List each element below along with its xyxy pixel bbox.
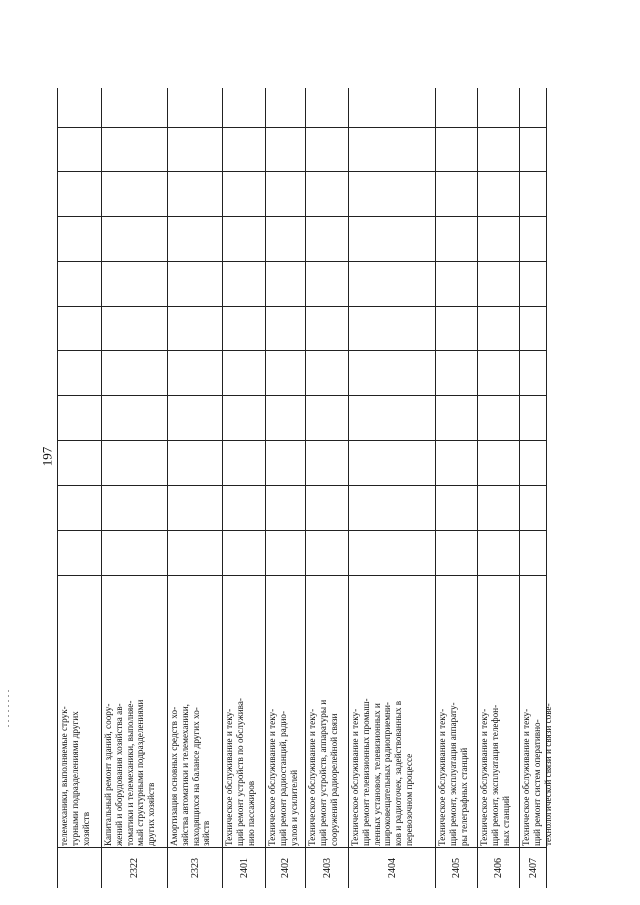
column-divider	[58, 575, 101, 576]
column-divider	[266, 171, 305, 172]
column-divider	[58, 530, 101, 531]
column-divider	[223, 216, 265, 217]
column-divider	[168, 350, 222, 351]
column-divider	[306, 575, 348, 576]
column-divider	[349, 395, 435, 396]
column-divider	[306, 261, 348, 262]
column-divider	[436, 440, 477, 441]
table-row	[101, 88, 167, 888]
column-divider	[436, 395, 477, 396]
column-divider	[102, 485, 167, 486]
column-divider	[223, 127, 265, 128]
table-row	[167, 88, 222, 888]
column-divider	[102, 171, 167, 172]
column-divider	[102, 216, 167, 217]
column-divider	[478, 127, 519, 128]
column-divider	[266, 127, 305, 128]
column-divider	[436, 485, 477, 486]
column-divider	[168, 216, 222, 217]
column-divider	[478, 440, 519, 441]
column-divider	[266, 530, 305, 531]
column-divider	[223, 530, 265, 531]
item-description: Техническое обслуживание и теку- щий ремонт систем оперативно- технологической связи и связи сове-	[521, 703, 553, 846]
column-divider	[436, 171, 477, 172]
column-divider	[223, 171, 265, 172]
column-divider	[266, 575, 305, 576]
scan-artifact	[8, 690, 9, 730]
column-divider	[520, 216, 546, 217]
column-divider	[436, 216, 477, 217]
column-divider	[266, 216, 305, 217]
column-divider	[520, 575, 546, 576]
item-description: Техническое обслуживание и теку- щий ремонт радиостанций, радио- узлов и усилителей	[267, 708, 299, 846]
column-divider	[58, 350, 101, 351]
column-divider	[349, 261, 435, 262]
column-divider	[349, 216, 435, 217]
column-divider	[102, 395, 167, 396]
item-code: 2405	[451, 858, 462, 878]
column-divider	[58, 440, 101, 441]
column-divider	[266, 306, 305, 307]
column-divider	[168, 306, 222, 307]
page-number: 197	[39, 446, 55, 467]
item-code: 2402	[280, 858, 291, 878]
column-divider	[478, 530, 519, 531]
column-divider	[58, 485, 101, 486]
column-divider	[306, 485, 348, 486]
column-divider	[102, 350, 167, 351]
column-divider	[168, 440, 222, 441]
column-divider	[266, 440, 305, 441]
column-divider	[478, 575, 519, 576]
item-code: 2407	[527, 858, 539, 878]
table-row	[348, 88, 435, 888]
column-divider	[306, 216, 348, 217]
item-description: Техническое обслуживание и теку- щий ремонт устройств по обслужива- нию пассажиров	[224, 698, 256, 846]
column-divider	[58, 127, 101, 128]
column-divider	[223, 306, 265, 307]
column-divider	[478, 395, 519, 396]
column-divider	[349, 530, 435, 531]
column-divider	[102, 530, 167, 531]
column-divider	[436, 350, 477, 351]
column-divider	[266, 350, 305, 351]
column-divider	[223, 485, 265, 486]
column-divider	[520, 440, 546, 441]
item-description: Техническое обслуживание и теку- щий ремонт телевизионных промыш- ленных установок, телевизионных и широковещательных радиоприемни- ков и радиоточек, задействованных в перевозочном процессе	[350, 698, 414, 846]
column-divider	[306, 395, 348, 396]
column-divider	[478, 485, 519, 486]
column-divider	[223, 575, 265, 576]
column-divider	[58, 171, 101, 172]
column-divider	[266, 261, 305, 262]
column-divider	[223, 395, 265, 396]
table-row	[57, 88, 101, 888]
column-divider	[306, 530, 348, 531]
column-divider	[58, 261, 101, 262]
column-divider	[102, 306, 167, 307]
column-divider	[58, 306, 101, 307]
column-divider	[102, 440, 167, 441]
column-divider	[478, 171, 519, 172]
column-divider	[520, 350, 546, 351]
table-row	[222, 88, 265, 888]
column-divider	[168, 127, 222, 128]
column-divider	[349, 171, 435, 172]
column-divider	[306, 306, 348, 307]
column-divider	[266, 485, 305, 486]
item-code: 2322	[129, 858, 140, 878]
column-divider	[168, 485, 222, 486]
column-divider	[168, 395, 222, 396]
column-divider	[436, 575, 477, 576]
cost-items-table	[57, 88, 553, 888]
column-divider	[306, 127, 348, 128]
item-code	[58, 848, 101, 888]
column-divider	[223, 350, 265, 351]
table-row	[435, 88, 477, 888]
item-description: Амортизация основных средств хо- зяйства автоматики и телемеханики, находящихся на балансе других хо- зяйств	[169, 704, 212, 846]
item-code: 2404	[386, 858, 398, 878]
column-divider	[520, 261, 546, 262]
column-divider	[349, 485, 435, 486]
item-code: 2323	[189, 858, 201, 878]
column-divider	[102, 261, 167, 262]
column-divider	[102, 127, 167, 128]
column-divider	[520, 171, 546, 172]
column-divider	[520, 395, 546, 396]
column-divider	[436, 261, 477, 262]
table-row	[265, 88, 305, 888]
column-divider	[478, 306, 519, 307]
table-region	[57, 88, 553, 888]
item-description: Техническое обслуживание и теку- щий ремонт, эксплуатация аппарату- ры телеграфных станций	[437, 702, 469, 846]
item-code: 2403	[321, 858, 333, 878]
column-divider	[520, 485, 546, 486]
item-code: 2406	[493, 858, 504, 878]
column-divider	[520, 306, 546, 307]
column-divider	[349, 350, 435, 351]
column-divider	[436, 530, 477, 531]
column-divider	[349, 306, 435, 307]
column-divider	[168, 261, 222, 262]
table-row	[477, 88, 519, 888]
column-divider	[306, 350, 348, 351]
column-divider	[436, 306, 477, 307]
item-code: 2401	[238, 858, 250, 878]
table-row	[519, 88, 553, 888]
column-divider	[168, 171, 222, 172]
column-divider	[168, 575, 222, 576]
column-divider	[478, 216, 519, 217]
item-description: Капитальный ремонт зданий, соору- жений и оборудования хозяйства ав- томатики и телемеханики, выполняе- мый структурными подразделениями других хозяйств	[103, 699, 157, 846]
column-divider	[102, 575, 167, 576]
table-row	[305, 88, 348, 888]
column-divider	[58, 395, 101, 396]
column-divider	[306, 171, 348, 172]
column-divider	[306, 440, 348, 441]
column-divider	[349, 127, 435, 128]
column-divider	[223, 261, 265, 262]
column-divider	[349, 575, 435, 576]
column-divider	[478, 261, 519, 262]
column-divider	[520, 530, 546, 531]
item-description: телемеханики, выполняемые струк- турными подразделениями других хозяйств	[59, 706, 91, 846]
column-divider	[168, 530, 222, 531]
column-divider	[436, 127, 477, 128]
column-divider	[478, 350, 519, 351]
column-divider	[58, 216, 101, 217]
column-divider	[223, 440, 265, 441]
column-divider	[266, 395, 305, 396]
column-divider	[520, 127, 546, 128]
item-description: Техническое обслуживание и теку- щий ремонт устройств, аппаратуры и сооружений радиорелейной связи	[307, 699, 339, 846]
column-divider	[349, 440, 435, 441]
item-description: Техническое обслуживание и теку- щий ремонт, эксплуатация телефон- ных станций	[479, 704, 511, 846]
